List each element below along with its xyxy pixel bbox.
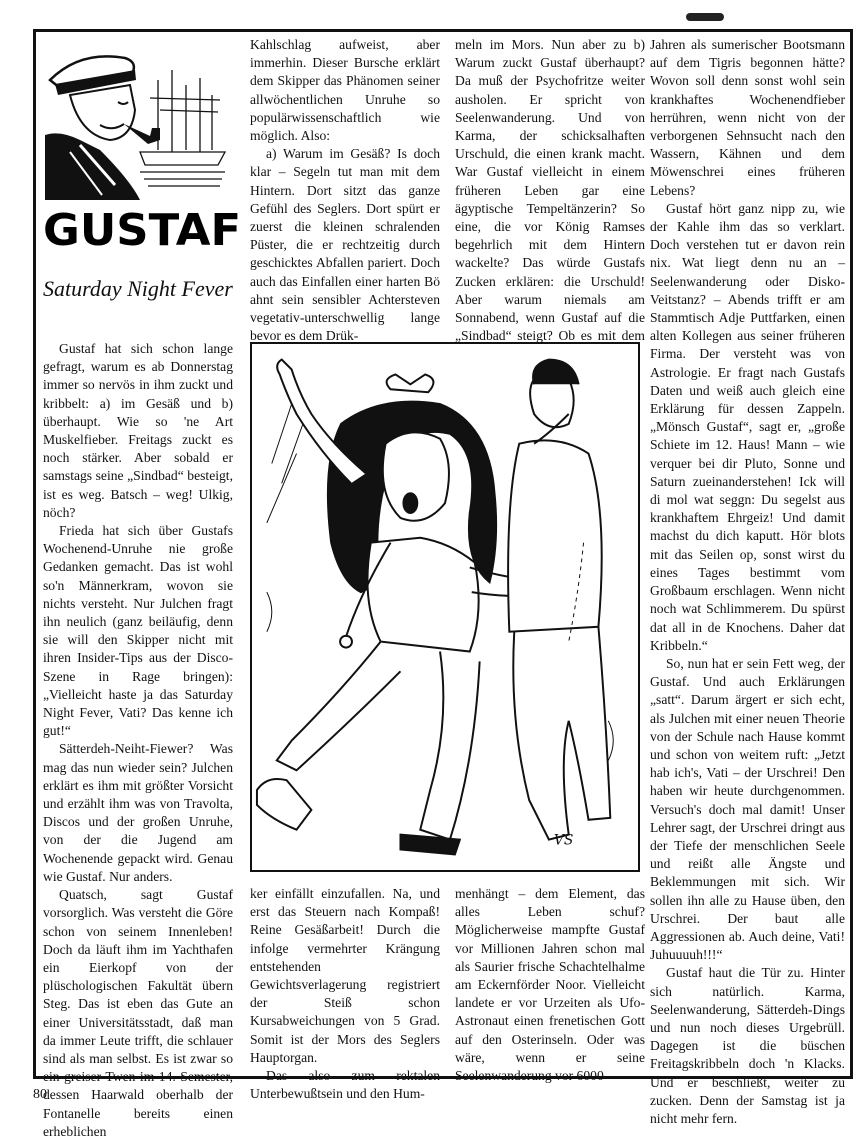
paragraph: Gustaf hat sich schon lange gefragt, warum es ab Donnerstag immer so nervös in ihm zuckt und kribbelt: a) im Gesäß und b) überhaupt. Wie so 'ne Art Muskelfieber. Freitags zuckt es noch stärker. Aber sobald er samstags seine „Sindbad“ besteigt, ist es weg. Batsch – weg! Ulkig, nöch? [43,341,233,520]
paragraph: Quatsch, sagt Gustaf vorsorglich. Was versteht die Göre schon von seinem Innenleben! Doch da läuft ihm im Yachthafen ein Eierkopf von der plüschologischen Fakultät übern Steg. Das ist eben das Gute an einer Universitätsstadt, daß man da immer Leute trifft, die schlauer sind als man selbst. Es ist zwar so ein greiser Twen im 14. Semester, dessen Haarwald oberhalb der Fontanelle bereits einen erheblichen [43,887,233,1139]
paragraph: Frieda hat sich über Gustafs Wochenend-Unruhe nie große Gedanken gemacht. Das ist wohl so'n Männerkram, wovon sie nichts versteht. Nur Julchen fragt ihn neulich (ganz beiläufig, denn sie will den Skipper nicht mit ihren Insider-Tips aus der Disco-Szene in Rage bringen): „Vielleicht haste ja das Saturday Night Fever, Vati? Das kenne ich gut!“ [43,523,233,739]
column-4 [650,36,845,1128]
column-1 [43,340,233,1141]
ink-smudge [686,13,724,21]
column-2-bottom [250,885,440,1103]
paragraph: menhängt – dem Element, das alles Leben schuf? Möglicherweise mampfte Gustaf vor Millionen Jahren schon mal als Saurier frische Schachtelhalme am Eckernförder Noor. Vielleicht landete er vor Urzeiten als Ufo-Astronaut einen frenetischen Gott auf den Osterinseln. Oder was wäre, wenn er seine Seelenwanderung vor 6000 [455,886,645,1084]
illustration-signature: VS [553,832,574,849]
paragraph: Gustaf hört ganz nipp zu, wie der Kahle ihm das so verklart. Doch verstehen tut er davon rein nix. Wat liegt denn nu an – Seelenwanderung oder Disko-Veitstanz? – Abends trifft er am Stammtisch Adje Puttfarken, einen alten Kollegen aus seiner früheren Firma. Der versteht was von Astrologie. Er fragt nach Gustafs Daten und weiß auch gleich eine Erklärung für dessen Zappeln. „Mönsch Gustaf“, sagt er, „große Schiete im 12. Haus! Mann – wie verquer bei dir Pluto, Sonne und Saturn zueinanderstehen! Ick will di mol wat seggn: Du segelst aus krankhaftem Ehrgeiz! Und damit machst du dich kaputt. Hör blots mit das Seilen op, sonst wirst du eines Tages bestimmt vom Großbaum erschlagen. Wenn nicht noch wat Schlimmerem. Du spürst dat all in de Knochens. Daher dat Kribbeln.“ [650,200,845,653]
disco-dance-illustration [250,342,640,872]
sailor-harbour-illustration [40,40,230,200]
paragraph: Kahlschlag aufweist, aber immerhin. Dieser Bursche erklärt dem Skipper das Phänomen seiner allwöchentlichen Unruhe so populärwissenschaftlich wie möglich. Also: [250,37,440,144]
paragraph: So, nun hat er sein Fett weg, der Gustaf. Und auch Erklärungen „satt“. Darum ärgert er sich echt, als Julchen mit einer neuen Theorie von der Schule nach Hause kommt und schon von weitem ruft: „Jetzt hab ich's, Vati – der Urschrei! Den haben wir heute durchgenommen. Versuch's doch mal damit! Unser Lehrer sagt, der Urschrei dringt aus der Tiefe der menschlichen Seele und reißt alle Ängste und Beklemmungen mit sich. Wir sollen ihn alle zu Hause üben, den Urschrei. Der baut alle Aggressionen ab. Auch deine, Vati! Juhuuuuh!!!“ [650,655,845,963]
paragraph: Gustaf haut die Tür zu. Hinter sich natürlich. Karma, Seelenwanderung, Sätterdeh-Dings und nun noch dieses Urgebrüll. Dagegen ist die büschen Freitagskribbeln doch 'n Klacks. Und er beschließt, weiter zu zucken. Denn der Samstag ist ja nicht mehr fern. [650,965,845,1126]
paragraph: ker einfällt einzufallen. Na, und erst das Steuern nach Kompaß! Reine Gesäßarbeit! Durch die infolge vermehrter Krängung entstehenden Gewichtsverlagerung registriert der Steiß schon Kursabweichungen von 5 Grad. Somit ist der Mors des Seglers Hauptorgan. [250,886,440,1065]
article-subtitle: Saturday Night Fever [43,276,233,301]
gustaf-logo: GUSTAF [43,205,242,256]
paragraph: Sätterdeh-Neiht-Fiewer? Was mag das nun wieder sein? Julchen erklärt es ihm mit größter Vorsicht und erzählt ihm was von Travolta, Discos und der großen Unruhe, von der die Jugend am Wochenende gepackt wird. Genau wie Gustaf. Nur anders. [43,741,233,884]
page-number: 80 [33,1087,47,1102]
column-2-top [250,36,440,345]
paragraph: Jahren als sumerischer Bootsmann auf dem Tigris begonnen hätte? Wovon soll denn sonst wohl sein krankhaftes Wochenendfieber herrühren, wenn nicht von der verborgenen Sehnsucht nach den Wassern, Kähnen und dem Möwenschrei eines früheren Lebens? [650,37,845,198]
paragraph: meln im Mors. Nun aber zu b) Warum zuckt Gustaf überhaupt? Da muß der Psychofritze weiter ausholen. Er spricht von Seelenwanderung. Und von Karma, der schicksalhaften Urschuld, die einen krank macht. War Gustaf vielleicht in einem früheren Leben gar eine ägyptische Tempeltänzerin? So eine, die vor König Ramses begehrlich mit dem Hintern wackelte? Das würde Gustafs Zucken erklären: die Urschuld! Aber warum niemals am Sonnabend, wenn Gustaf auf die „Sindbad“ steigt? Ob es mit dem Wasser zusam- [455,37,645,362]
column-3-top [455,36,645,364]
paragraph: a) Warum im Gesäß? Is doch klar – Segeln tut man mit dem Hintern. Dort sitzt das ganze Gefühl des Seglers. Dort spürt er zuerst die kleinen schralenden Püster, die er rechtzeitig durch geschicktes Abfallen pariert. Doch auch das Einfallen einer harten Bö ahnt sein sensibler Achtersteven vegetativ-unterschwellig lange bevor es dem Drük- [250,146,440,344]
paragraph: Das also zum rektalen Unterbewußtsein und den Hum- [250,1068,440,1102]
column-3-bottom [455,885,645,1085]
